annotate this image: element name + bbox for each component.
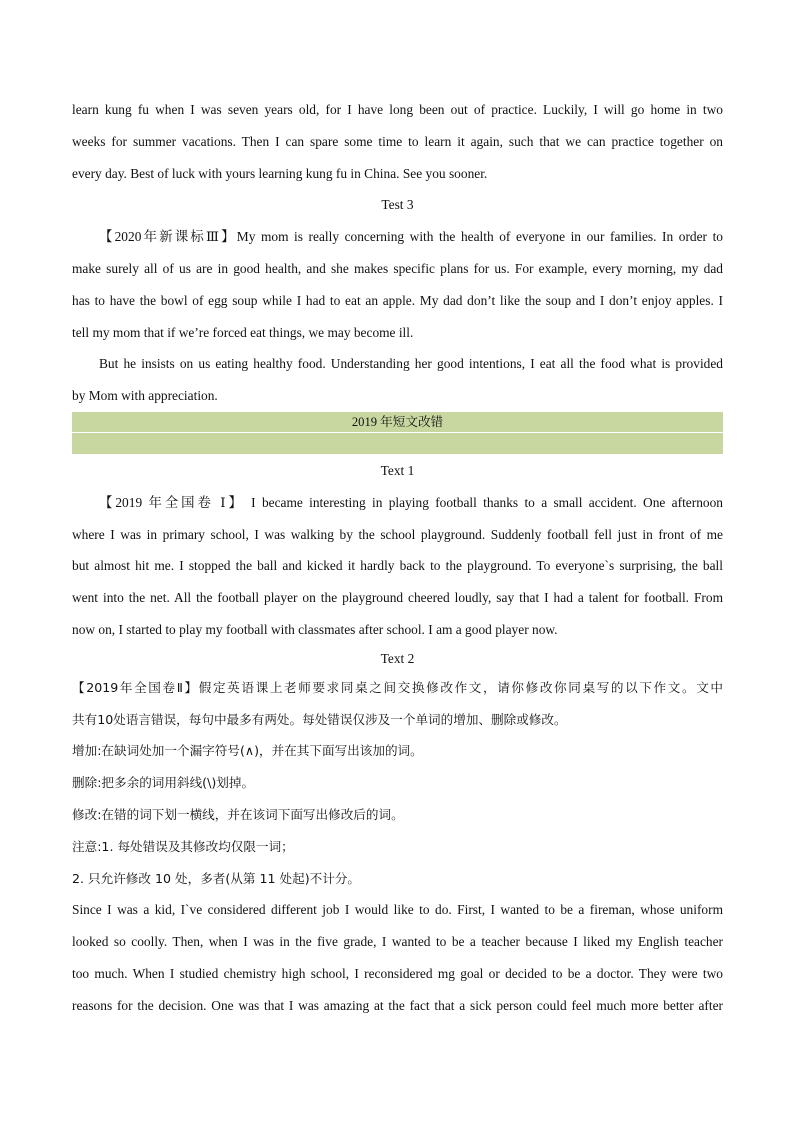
- paragraph-line: reasons for the decision. One was that I was amazing at the fact that a sick person could feel much more better after: [72, 997, 723, 1013]
- paragraph-line: 【2019 年全国卷 Ⅰ】 I became interesting in playing football thanks to a small accident. One afternoon: [99, 494, 723, 510]
- rule-line: 注意:1. 每处错误及其修改均仅限一词；: [72, 838, 294, 854]
- top-paragraph: [72, 94, 723, 189]
- text1-heading: Text 1: [380, 462, 415, 478]
- paragraph-line: by Mom with appreciation.: [72, 388, 218, 404]
- paragraph-line: learn kung fu when I was seven years old, for I have long been out of practice. Luckily, I will go home in two: [72, 102, 723, 117]
- paragraph-line: now on, I started to play my football with classmates after school. I am a good player now.: [72, 621, 558, 637]
- paragraph-line: Since I was a kid, I`ve considered different job I would like to do. First, I wanted to be a fireman, whose uniform: [72, 902, 723, 918]
- text1-paragraph: [72, 487, 723, 646]
- text2-instructions: [72, 672, 723, 895]
- paragraph-line: has to have the bowl of egg soup while I had to eat an apple. My dad don’t like the soup and I don’t enjoy apples. I: [72, 292, 723, 308]
- instruction-line: 【2019年全国卷Ⅱ】假定英语课上老师要求同桌之间交换修改作文，请你修改你同桌写的以下作文。文中: [72, 679, 723, 695]
- section-band: [72, 412, 723, 454]
- paragraph-line: 【2020年新课标Ⅲ】My mom is really concerning with the health of everyone in our families. In order to: [99, 229, 723, 245]
- paragraph-line: where I was in primary school, I was walking by the school playground. Suddenly football fell just in front of me: [72, 526, 723, 542]
- paragraph-line: looked so coolly. Then, when I was in the five grade, I wanted to be a teacher because I liked my English teacher: [72, 934, 723, 950]
- paragraph-line: went into the net. All the football player on the playground cheered loudly, say that I had a talent for football. From: [72, 590, 723, 606]
- text2-paragraph: [72, 894, 723, 1021]
- section-title: 2019 年短文改错: [351, 414, 444, 429]
- rule-line: 2. 只允许修改 10 处，多者(从第 11 处起)不计分。: [72, 870, 361, 886]
- rule-line: 修改:在错的词下划一横线，并在该词下面写出修改后的词。: [72, 806, 404, 822]
- instruction-line: 共有10处语言错误，每句中最多有两处。每处错误仅涉及一个单词的增加、删除或修改。: [72, 711, 567, 727]
- rule-line: 增加:在缺词处加一个漏字符号(∧)，并在其下面写出该加的词。: [72, 743, 423, 759]
- rule-line: 删除:把多余的词用斜线(\)划掉。: [72, 775, 255, 791]
- test3-heading: Test 3: [381, 197, 414, 213]
- paragraph-line: weeks for summer vacations. Then I can spare some time to learn it again, such that we can practice together on: [72, 133, 723, 149]
- band-divider: [72, 432, 723, 433]
- paragraph-line: but almost hit me. I stopped the ball and kicked it hardly back to the playground. To everyone`s surprising, the ball: [72, 558, 723, 574]
- document-page: [72, 94, 723, 1022]
- paragraph-line: But he insists on us eating healthy food. Understanding her good intentions, I eat all the food what is provided: [99, 356, 723, 372]
- text2-heading: Text 2: [380, 650, 415, 666]
- paragraph-line: make surely all of us are in good health, and she makes specific plans for us. For example, every morning, my dad: [72, 260, 723, 276]
- paragraph-line: too much. When I studied chemistry high school, I reconsidered mg goal or decided to be a doctor. They were two: [72, 965, 723, 981]
- paragraph-line: every day. Best of luck with yours learning kung fu in China. See you sooner.: [72, 165, 488, 181]
- paragraph-line: tell my mom that if we’re forced eat things, we may become ill.: [72, 324, 414, 340]
- test3-paragraph: [72, 221, 723, 412]
